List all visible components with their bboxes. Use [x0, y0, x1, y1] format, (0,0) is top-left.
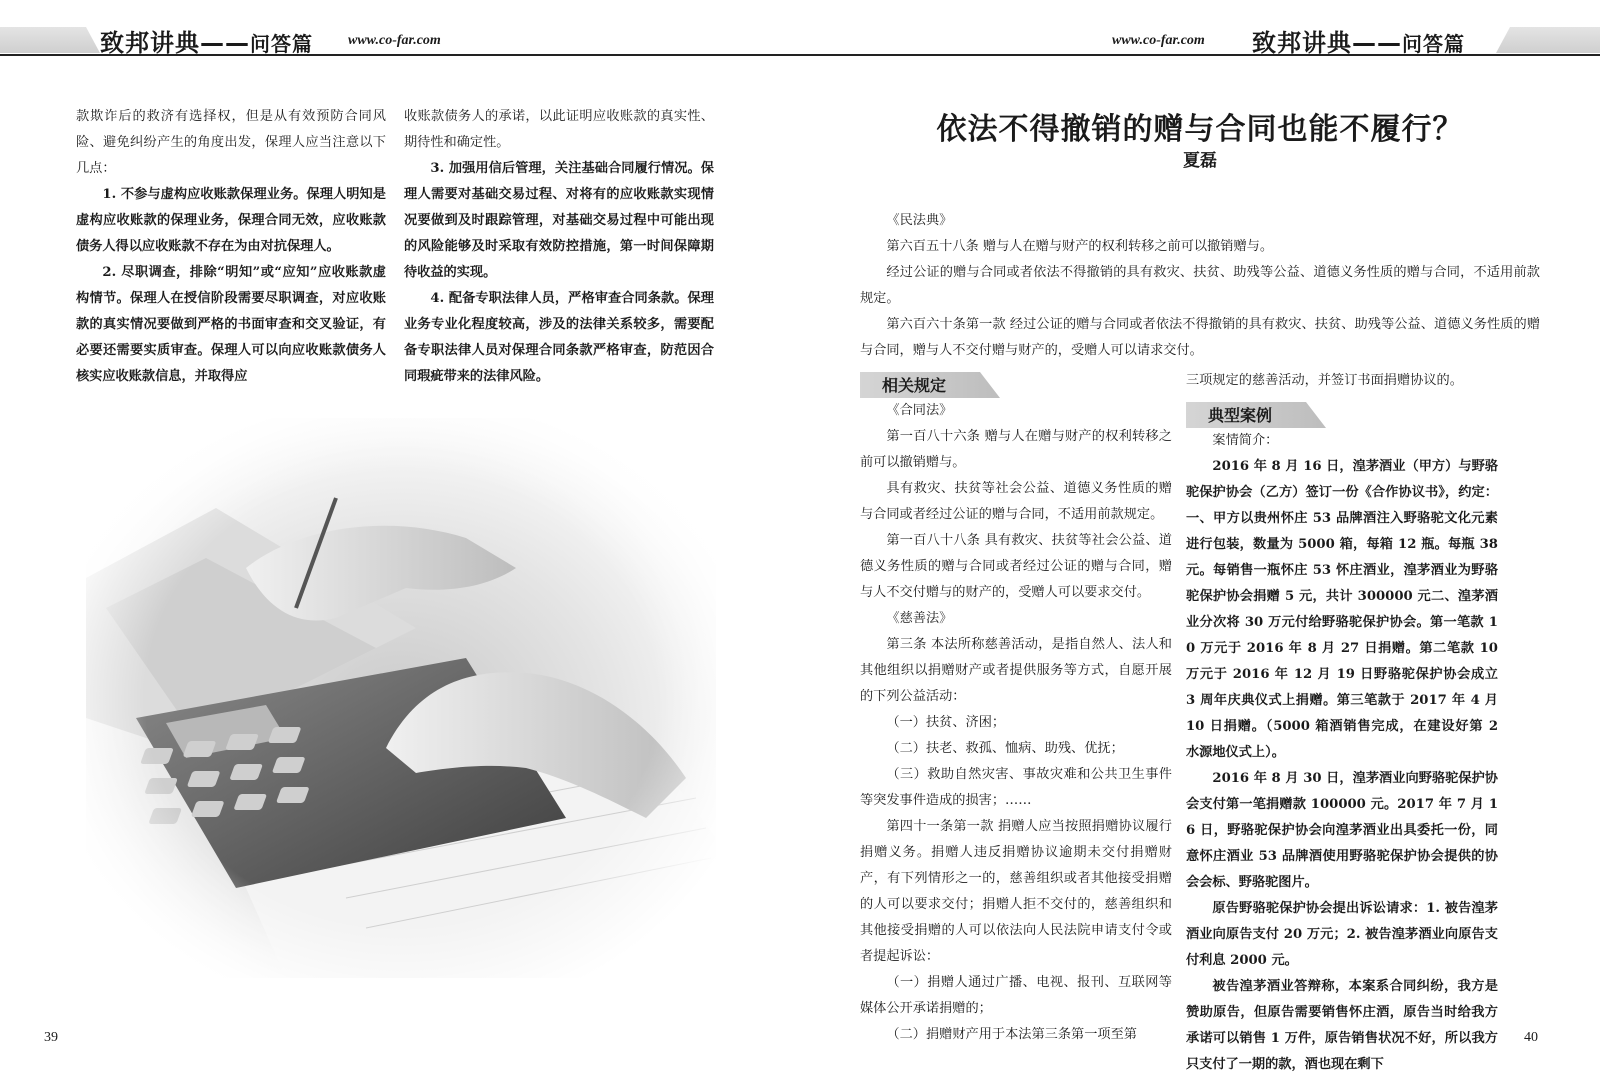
right-col-1: [860, 368, 1172, 1048]
article-title: 依法不得撤销的赠与合同也能不履行？: [936, 112, 1464, 147]
paragraph: 三项规定的慈善活动，并签订书面捐赠协议的。: [1186, 373, 1463, 388]
continued-text: [1186, 368, 1498, 394]
section-tag-cases: [1186, 402, 1498, 428]
paragraph: 2016 年 8 月 16 日，湟茅酒业（甲方）与野骆驼保护协会（乙方）签订一份《合作协议书》，约定：一、甲方以贵州怀庄 53 品牌酒注入野骆驼文化元素进行包装，数量为 5000 箱，每箱 12 瓶。每瓶 38 元。每销售一瓶怀庄 53 怀庄酒业，湟茅酒业为野骆驼保护协会捐赠 5 元，共计 300000 元二、湟茅酒业分次将 30 万元付给野骆驼保护协会。第一笔款 10 万元于 2016 年 8 月 27 日捐赠。第二笔款 10 万元于 2016 年 12 月 19 日野骆驼保护协会成立 3 周年庆典仪式上捐赠。第三笔款于 2017 年 4 月 10 日捐赠。（5000 箱酒销售完成，在建设好第 2 水源地仪式上）。: [1186, 459, 1498, 760]
calculator-photo: [86, 418, 716, 978]
paragraph: 经过公证的赠与合同或者依法不得撤销的具有救灾、扶贫、助残等公益、道德义务性质的赠与合同，不适用前款规定。: [860, 265, 1540, 306]
right-page: [800, 0, 1600, 1085]
header-rule: [800, 54, 1600, 56]
paragraph: 第一百八十六条 赠与人在赠与财产的权利转移之前可以撤销赠与。: [860, 429, 1172, 470]
brand-name: 致邦讲典: [100, 29, 200, 57]
section-tag-regulations: [860, 372, 1172, 398]
section-tag-label: 相关规定: [882, 376, 947, 395]
paragraph: 第六百五十八条 赠与人在赠与财产的权利转移之前可以撤销赠与。: [886, 239, 1274, 254]
paragraph: 《民法典》: [886, 213, 953, 228]
paragraph: 第一百八十八条 具有救灾、扶贫等社会公益、道德义务性质的赠与合同或者经过公证的赠与合同，赠与人不交付赠与的财产的，受赠人可以要求交付。: [860, 533, 1172, 600]
paragraph: （一）捐赠人通过广播、电视、报刊、互联网等媒体公开承诺捐赠的；: [860, 975, 1172, 1016]
brand-section: 问答篇: [250, 32, 313, 56]
paragraph: （二）扶老、救孤、恤病、助残、优抚；: [886, 741, 1124, 756]
right-col-2: [1186, 368, 1498, 1078]
case-text: [1186, 428, 1498, 1078]
paragraph: 具有救灾、扶贫等社会公益、道德义务性质的赠与合同或者经过公证的赠与合同，不适用前款规定。: [860, 481, 1172, 522]
paragraph: 第四十一条第一款 捐赠人应当按照捐赠协议履行捐赠义务。捐赠人违反捐赠协议逾期未交付捐赠财产，有下列情形之一的，慈善组织或者其他接受捐赠的人可以要求交付；捐赠人拒不交付的，慈善组织和其他接受捐赠的人可以依法向人民法院申请支付令或者提起诉讼：: [860, 819, 1172, 964]
regulations-text: [860, 398, 1172, 1048]
paragraph: 款欺诈后的救济有选择权，但是从有效预防合同风险、避免纠纷产生的角度出发，保理人应当注意以下几点：: [76, 109, 386, 176]
paragraph: 被告湟茅酒业答辩称，本案系合同纠纷，我方是赞助原告，但原告需要销售怀庄酒，原告当时给我方承诺可以销售 1 万件，原告销售状况不好，所以我方只支付了一期的款，酒也现在剩下: [1186, 979, 1498, 1072]
brand-title: [1252, 23, 1465, 58]
brand-section: 问答篇: [1402, 32, 1465, 56]
site-url: www.co-far.com: [348, 33, 441, 48]
paragraph: 第三条 本法所称慈善活动，是指自然人、法人和其他组织以捐赠财产或者提供服务等方式，自愿开展的下列公益活动：: [860, 637, 1172, 704]
paragraph: （三）救助自然灾害、事故灾难和公共卫生事件等突发事件造成的损害；……: [860, 767, 1172, 808]
paragraph: 3. 加强用信后管理，关注基础合同履行情况。保理人需要对基础交易过程、对将有的应收账款实现情况要做到及时跟踪管理，对基础交易过程中可能出现的风险能够及时采取有效防控措施，第一时间保障期待收益的实现。: [404, 161, 714, 280]
paragraph: （二）捐赠财产用于本法第三条第一项至第: [886, 1027, 1137, 1042]
article-author: 夏磊: [1183, 151, 1217, 171]
page-number: 40: [1524, 1030, 1538, 1045]
brand-title: [100, 23, 313, 58]
section-tag-label: 典型案例: [1208, 406, 1273, 425]
brand-dash: ——: [1352, 29, 1402, 57]
page-number: 39: [44, 1030, 58, 1045]
paragraph: 收账款债务人的承诺，以此证明应收账款的真实性、期待性和确定性。: [404, 109, 714, 150]
paragraph: 第六百六十条第一款 经过公证的赠与合同或者依法不得撤销的具有救灾、扶贫、助残等公益、道德义务性质的赠与合同，赠与人不交付赠与财产的，受赠人可以请求交付。: [860, 317, 1540, 358]
paragraph: 4. 配备专职法律人员，严格审查合同条款。保理业务专业化程度较高，涉及的法律关系较多，需要配备专职法律人员对保理合同条款严格审查，防范因合同瑕疵带来的法律风险。: [404, 291, 714, 384]
paragraph: （一）扶贫、济困；: [886, 715, 1006, 730]
left-col-2: [404, 104, 714, 390]
paragraph: 《合同法》: [886, 403, 953, 418]
site-url: www.co-far.com: [1112, 33, 1205, 48]
paragraph: 2016 年 8 月 30 日，湟茅酒业向野骆驼保护协会支付第一笔捐赠款 100000 元。2017 年 7 月 16 日，野骆驼保护协会向湟茅酒业出具委托一份，同意怀庄酒业 53 品牌酒使用野骆驼保护协会提供的协会会标、野骆驼图片。: [1186, 771, 1498, 890]
intro-block: [860, 208, 1540, 364]
left-col-1: [76, 104, 386, 390]
paragraph: 案情简介：: [1212, 433, 1279, 448]
paragraph: 《慈善法》: [886, 611, 953, 626]
paragraph: 2. 尽职调查，排除“明知”或“应知”应收账款虚构情节。保理人在授信阶段需要尽职调查，对应收账款的真实情况要做到严格的书面审查和交叉验证，有必要还需要实质审查。保理人可以向应收账款债务人核实应收账款信息，并取得应: [76, 265, 386, 384]
brand-dash: ——: [200, 29, 250, 57]
paragraph: 原告野骆驼保护协会提出诉讼请求：1. 被告湟茅酒业向原告支付 20 万元；2. 被告湟茅酒业向原告支付利息 2000 元。: [1186, 901, 1498, 968]
brand-name: 致邦讲典: [1252, 29, 1352, 57]
paragraph: 1. 不参与虚构应收账款保理业务。保理人明知是虚构应收账款的保理业务，保理合同无效，应收账款债务人得以应收账款不存在为由对抗保理人。: [76, 187, 386, 254]
